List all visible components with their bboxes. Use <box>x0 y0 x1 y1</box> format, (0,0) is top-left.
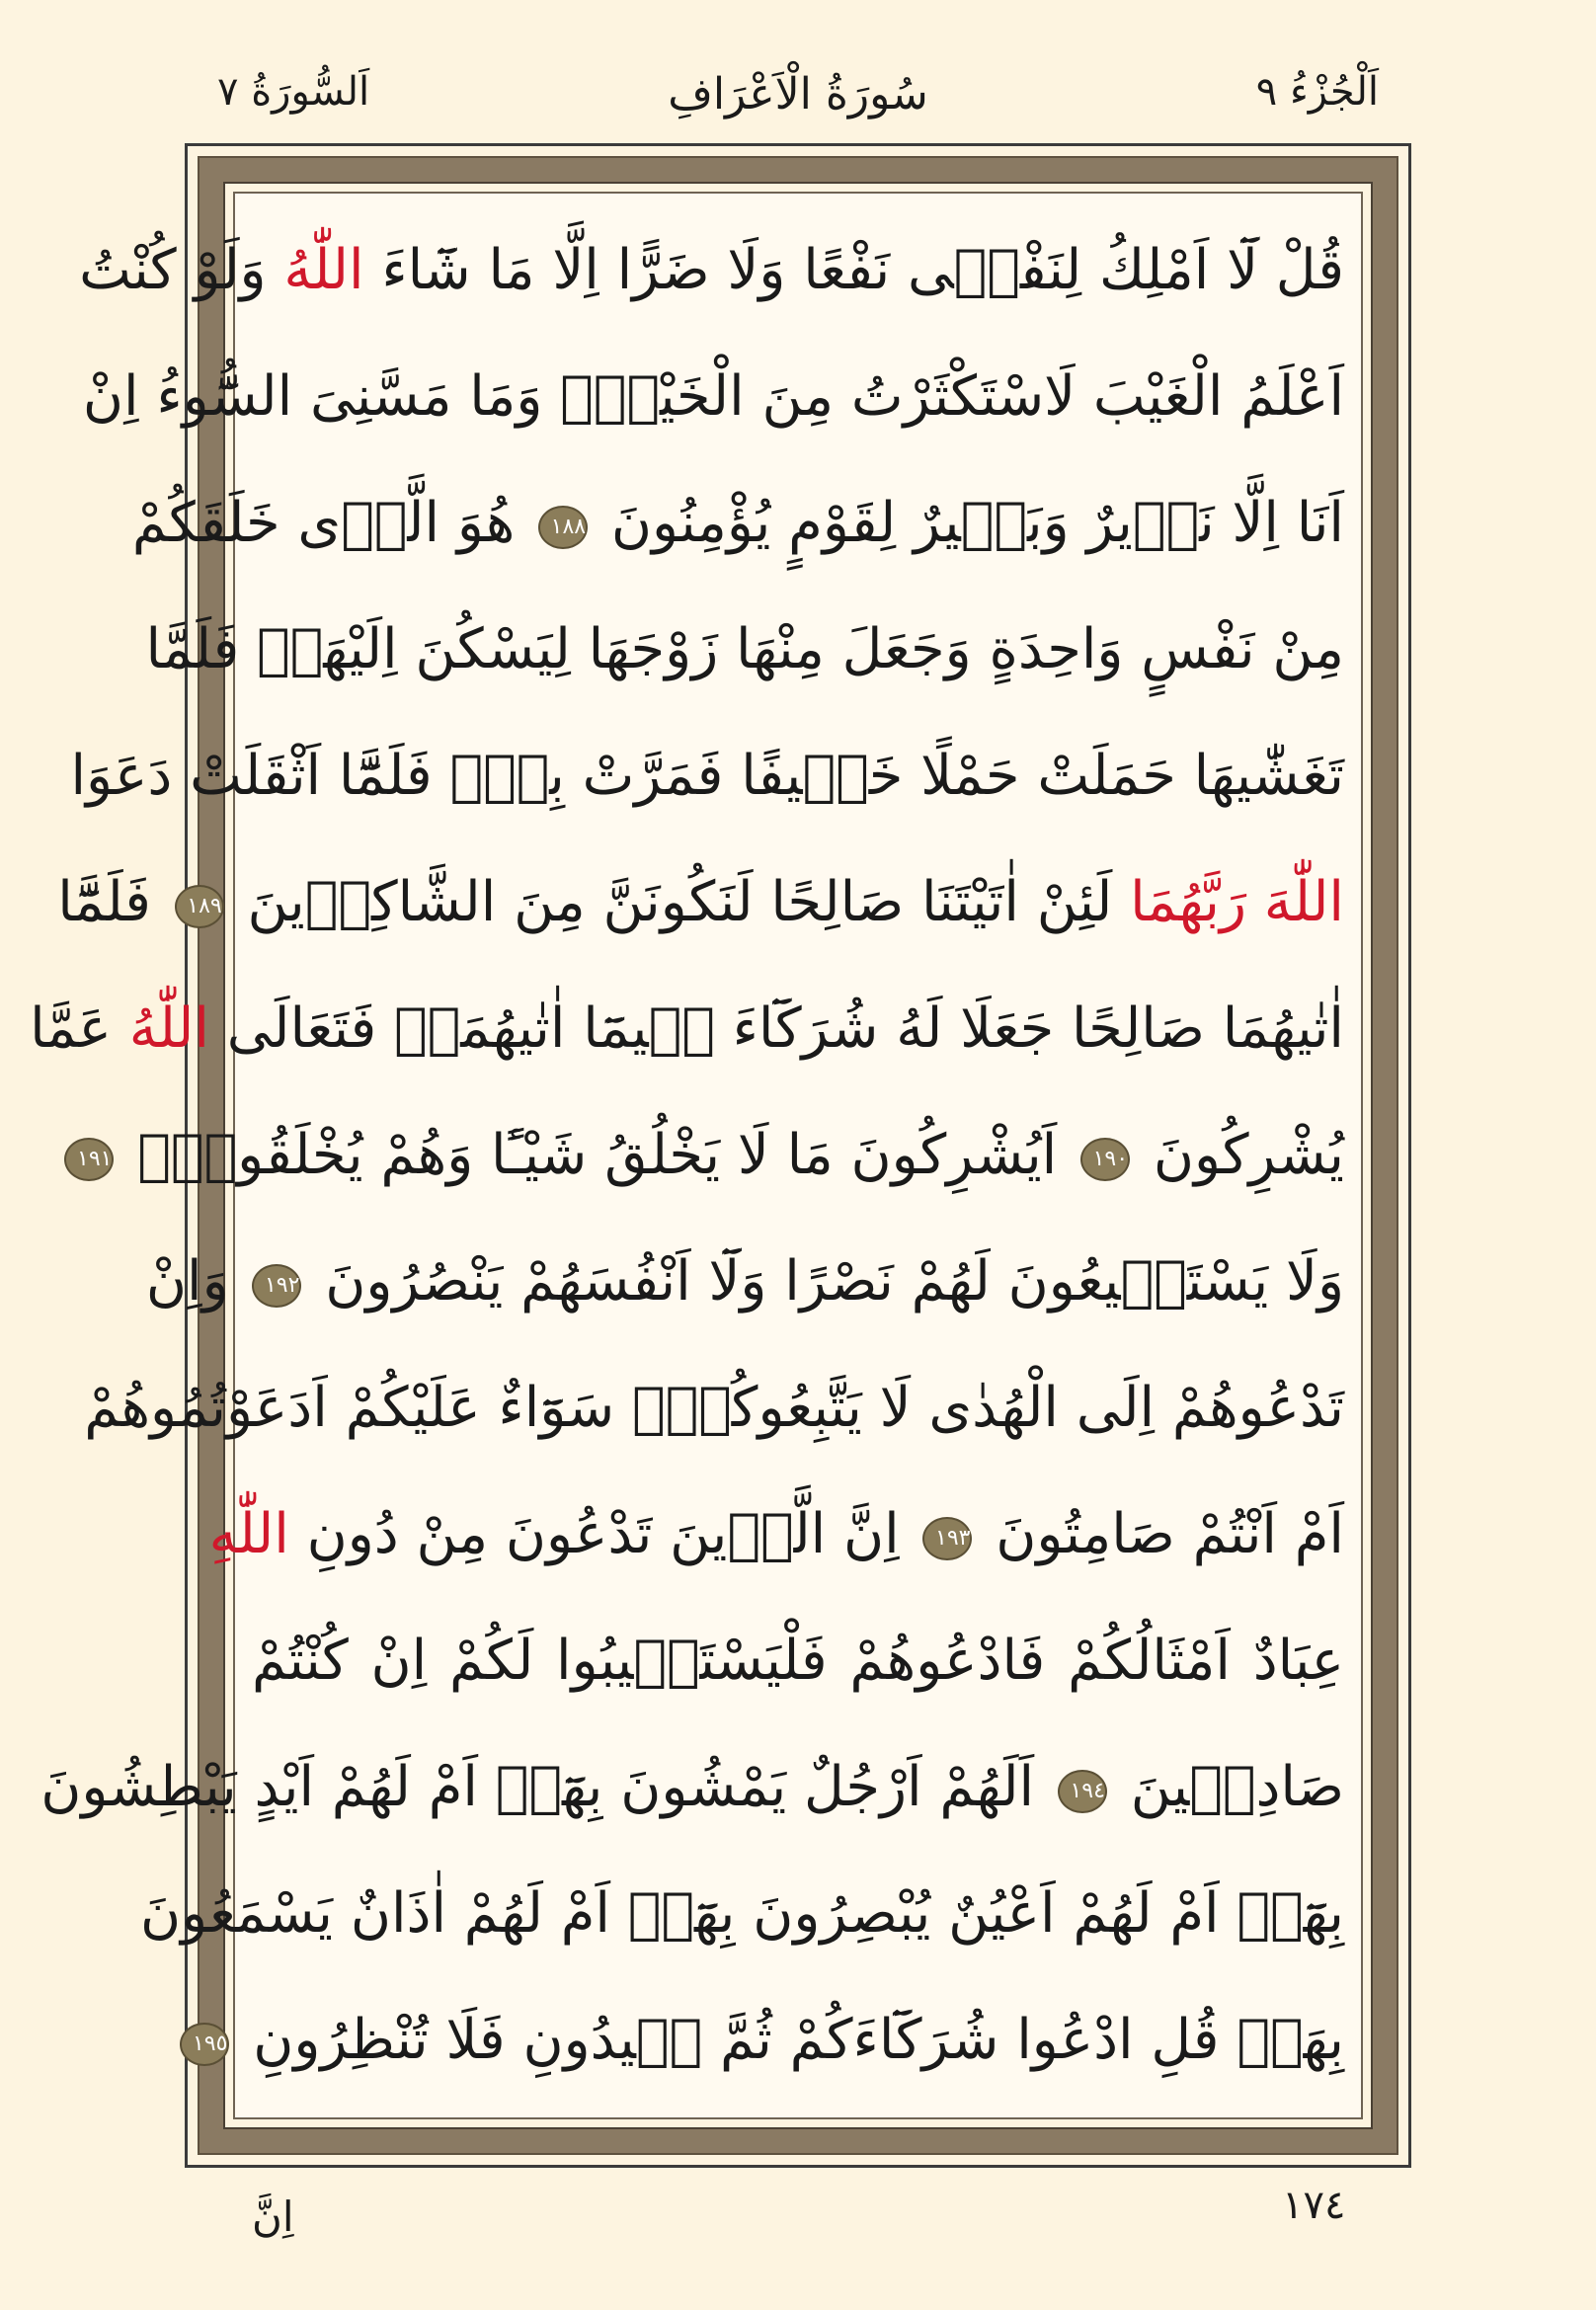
text-line <box>192 1977 1344 2104</box>
verse-text: اٰتٰيهُمَا صَالِحًا جَعَلَا لَهُ شُرَكَٓاءَ فٖيمَٓا اٰتٰيهُمَاۚ فَتَعَالَى <box>208 996 1344 1061</box>
verse-text: هُوَ الَّذٖى خَلَقَكُمْ <box>131 491 533 555</box>
verse-text: تَدْعُوهُمْ اِلَى الْهُدٰى لَا يَتَّبِعُوكُمْۜ سَوَٓاءٌ عَلَيْكُمْ اَدَعَوْتُمُوهُمْ <box>84 1376 1344 1440</box>
text-line <box>82 334 1344 460</box>
catchword: اِنَّ <box>252 2192 294 2241</box>
verse-text: اَنَا اِلَّا نَذٖيرٌ وَبَشٖيرٌ لِقَوْمٍ يُؤْمِنُونَ <box>594 491 1344 555</box>
verse-text: اَيُشْرِكُونَ مَا لَا يَخْلُقُ شَيْـًٔا وَهُمْ يُخْلَقُونَۘ <box>120 1123 1076 1187</box>
verse-text: اَعْلَمُ الْغَيْبَ لَاسْتَكْثَرْتُ مِنَ الْخَيْرِۚ وَمَا مَسَّنِىَ السُّٓوءُ اِنْ <box>82 364 1344 429</box>
text-line <box>145 587 1344 713</box>
divine-name-text: اللّٰهُ <box>283 238 364 302</box>
text-line <box>131 460 1344 587</box>
text-line <box>79 207 1344 334</box>
text-line <box>252 1598 1344 1724</box>
text-line <box>145 1219 1344 1345</box>
page-number: ١٧٤ <box>1282 2183 1346 2228</box>
surah-number-label: اَلسُّورَةُ ٧ <box>217 69 370 115</box>
text-line <box>77 1092 1344 1219</box>
verse-text: وَلَا يَسْتَطٖيعُونَ لَهُمْ نَصْرًا وَلَٓا اَنْفُسَهُمْ يَنْصُرُونَ <box>307 1249 1344 1314</box>
verse-text: بِهَاۜ قُلِ ادْعُوا شُرَكَٓاءَكُمْ ثُمَّ كٖيدُونِ فَلَا تُنْظِرُونِ <box>235 2008 1344 2072</box>
verse-text: وَاِنْ <box>145 1249 247 1314</box>
divine-name-text: اللّٰهِ <box>208 1502 289 1566</box>
ayah-number-marker: ١٩٠ <box>1080 1138 1130 1181</box>
verse-text: عَمَّا <box>30 996 129 1061</box>
quran-text-block <box>30 207 1344 2104</box>
verse-text: لَئِنْ اٰتَيْتَنَا صَالِحًا لَنَكُونَنَّ مِنَ الشَّاكِرٖينَ <box>229 870 1131 934</box>
divine-name-text: اللّٰهُ <box>128 996 209 1061</box>
verse-text: اِنَّ الَّذٖينَ تَدْعُونَ مِنْ دُونِ <box>288 1502 918 1566</box>
juz-label: اَلْجُزْءُ ٩ <box>1255 69 1379 115</box>
ayah-number-marker: ١٩٥ <box>180 2023 229 2066</box>
verse-text: اَمْ اَنْتُمْ صَامِتُونَ <box>978 1502 1344 1566</box>
ayah-number-marker: ١٩٣ <box>922 1517 972 1560</box>
verse-text: تَغَشّٰيهَا حَمَلَتْ حَمْلًا خَفٖيفًا فَمَرَّتْ بِهٖۚ فَلَمَّٓا اَثْقَلَتْ دَعَوَا <box>70 744 1344 808</box>
text-line <box>84 1345 1344 1472</box>
ayah-number-marker: ١٨٩ <box>175 885 224 928</box>
verse-text: وَلَوْ كُنْتُ <box>79 238 284 302</box>
ayah-number-marker: ١٩٤ <box>1058 1770 1107 1813</box>
verse-text: عِبَادٌ اَمْثَالُكُمْ فَادْعُوهُمْ فَلْيَسْتَجٖيبُوا لَكُمْ اِنْ كُنْتُمْ <box>252 1629 1344 1693</box>
text-line <box>40 1724 1344 1851</box>
ayah-number-marker: ١٨٨ <box>538 506 588 549</box>
verse-text: يُشْرِكُونَ <box>1136 1123 1344 1187</box>
page-header <box>217 69 1379 138</box>
surah-title: سُورَةُ الْاَعْرَافِ <box>668 69 928 119</box>
text-line <box>70 713 1344 839</box>
verse-text: فَلَمَّٓا <box>57 870 169 934</box>
ayah-number-marker: ١٩٢ <box>252 1264 301 1308</box>
verse-text: اَلَهُمْ اَرْجُلٌ يَمْشُونَ بِهَٓاۘ اَمْ لَهُمْ اَيْدٍ يَبْطِشُونَ <box>40 1755 1052 1819</box>
verse-text: قُلْ لَٓا اَمْلِكُ لِنَفْسٖى نَفْعًا وَلَا ضَرًّا اِلَّا مَا شَٓاءَ <box>363 238 1344 302</box>
text-line <box>57 839 1344 966</box>
text-line <box>208 1472 1344 1598</box>
divine-name-text: اللّٰهَ رَبَّهُمَا <box>1130 870 1344 934</box>
verse-text: صَادِقٖينَ <box>1112 1755 1344 1819</box>
verse-text: مِنْ نَفْسٍ وَاحِدَةٍ وَجَعَلَ مِنْهَا زَوْجَهَا لِيَسْكُنَ اِلَيْهَاۚ فَلَمَّا <box>145 617 1344 681</box>
text-line <box>140 1851 1344 1977</box>
text-line <box>30 966 1344 1092</box>
ayah-number-marker: ١٩١ <box>64 1138 114 1181</box>
verse-text: بِهَٓاۘ اَمْ لَهُمْ اَعْيُنٌ يُبْصِرُونَ بِهَٓاۘ اَمْ لَهُمْ اٰذَانٌ يَسْمَعُونَ <box>140 1881 1344 1946</box>
